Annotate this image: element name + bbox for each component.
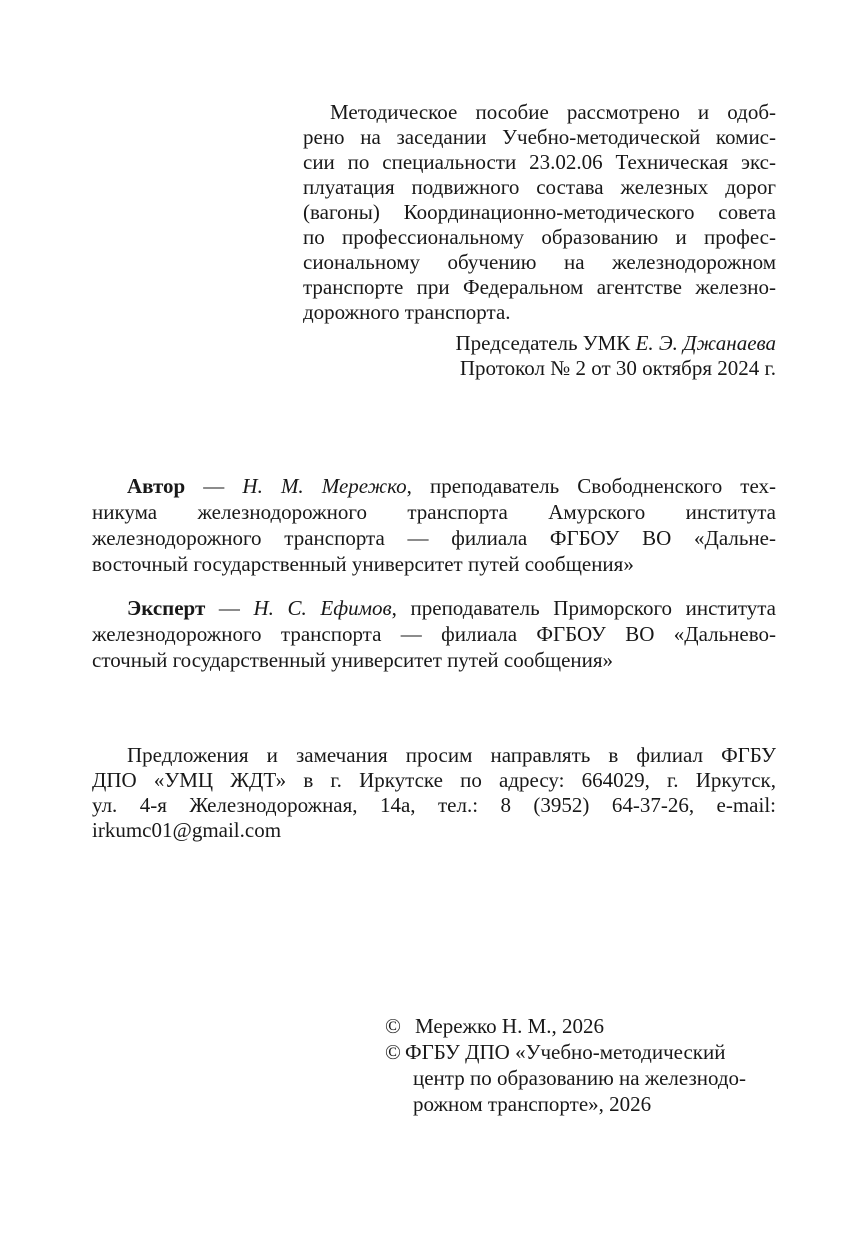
dash: — [205, 596, 254, 620]
signature-block [303, 331, 776, 381]
copyright-block [385, 1013, 785, 1117]
text-line: транспорте при Федеральном агентстве железно- [303, 275, 776, 299]
text-line: плуатация подвижного состава железных дорог [303, 175, 776, 199]
copyright-holder: Мережко Н. М., 2026 [415, 1014, 605, 1038]
protocol-line: Протокол № 2 от 30 октября 2024 г. [459, 356, 776, 380]
author-description: , преподаватель Свободненского тех- [406, 474, 777, 498]
chairman-name: Е. Э. Джанаева [635, 331, 776, 355]
text-line: ДПО «УМЦ ЖДТ» в г. Иркутске по адресу: 664029, г. Иркутск, [92, 768, 776, 792]
contact-paragraph [92, 743, 776, 843]
contact-email: irkumc01@gmail.com [92, 818, 282, 842]
expert-label: Эксперт [127, 596, 206, 620]
text-line: (вагоны) Координационно-методического совета [303, 200, 776, 224]
text-line: Предложения и замечания просим направлять в филиал ФГБУ [127, 743, 776, 767]
copyright-line: рожном транспорте», 2026 [413, 1092, 652, 1116]
author-label: Автор [127, 474, 186, 498]
expert-description: , преподаватель Приморского института [391, 596, 777, 620]
text-line: дорожного транспорта. [303, 300, 511, 324]
copyright-icon: © [385, 1040, 401, 1064]
expert-name: Н. С. Ефимов [253, 596, 392, 620]
author-name: Н. М. Мережко [242, 474, 407, 498]
copyright-line [385, 1039, 785, 1065]
approval-paragraph [303, 100, 776, 325]
text-line: железнодорожного транспорта — филиала ФГБОУ ВО «Дальне- [92, 526, 776, 550]
text-line: Методическое пособие рассмотрено и одоб- [330, 100, 776, 124]
dash: — [185, 474, 243, 498]
copyright-holder: ФГБУ ДПО «Учебно-методический [405, 1040, 726, 1064]
chairman-title: Председатель УМК [455, 331, 636, 355]
copyright-line [385, 1013, 785, 1039]
text-line: рено на заседании Учебно-методической комис- [303, 125, 776, 149]
text-line [92, 595, 776, 621]
copyright-icon: © [385, 1014, 401, 1038]
text-line: ул. 4-я Железнодорожная, 14а, тел.: 8 (3952) 64-37-26, e-mail: [92, 793, 776, 817]
text-line: восточный государственный университет путей сообщения» [92, 552, 634, 576]
text-line: сточный государственный университет путей сообщения» [92, 648, 614, 672]
text-line: сии по специальности 23.02.06 Техническая экс- [303, 150, 776, 174]
chairman-line [303, 331, 776, 356]
text-line: никума железнодорожного транспорта Амурского института [92, 500, 776, 524]
text-line: по профессиональному образованию и профес- [303, 225, 776, 249]
text-line [92, 473, 776, 499]
expert-paragraph [92, 595, 776, 673]
author-paragraph [92, 473, 776, 577]
text-line: железнодорожного транспорта — филиала ФГБОУ ВО «Дальнево- [92, 622, 776, 646]
text-line: сиональному обучению на железнодорожном [303, 250, 776, 274]
copyright-line: центр по образованию на железнодо- [413, 1066, 747, 1090]
